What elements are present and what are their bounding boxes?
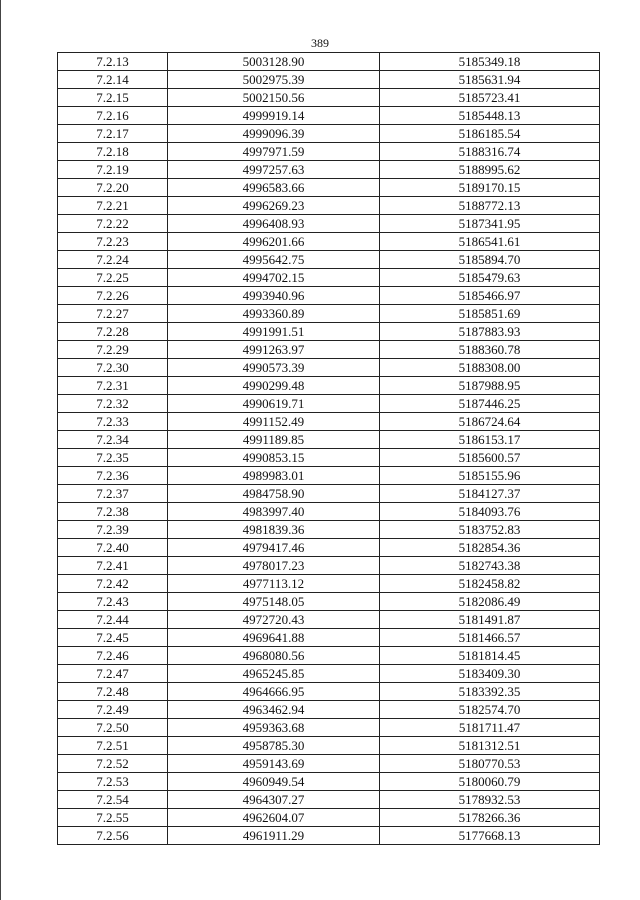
point-id-cell: 7.2.21 — [58, 197, 168, 215]
y-coordinate-cell: 5182574.70 — [380, 701, 600, 719]
table-row — [58, 773, 600, 791]
x-coordinate-cell: 4990299.48 — [168, 377, 380, 395]
table-row — [58, 287, 600, 305]
point-id-cell: 7.2.27 — [58, 305, 168, 323]
y-coordinate-cell: 5185723.41 — [380, 89, 600, 107]
table-row — [58, 683, 600, 701]
y-coordinate-cell: 5189170.15 — [380, 179, 600, 197]
table-row — [58, 701, 600, 719]
point-id-cell: 7.2.42 — [58, 575, 168, 593]
point-id-cell: 7.2.14 — [58, 71, 168, 89]
y-coordinate-cell: 5177668.13 — [380, 827, 600, 845]
table-row — [58, 125, 600, 143]
y-coordinate-cell: 5178266.36 — [380, 809, 600, 827]
table-row — [58, 449, 600, 467]
table-row — [58, 305, 600, 323]
point-id-cell: 7.2.24 — [58, 251, 168, 269]
table-row — [58, 557, 600, 575]
y-coordinate-cell: 5182743.38 — [380, 557, 600, 575]
point-id-cell: 7.2.43 — [58, 593, 168, 611]
point-id-cell: 7.2.28 — [58, 323, 168, 341]
table-row — [58, 71, 600, 89]
x-coordinate-cell: 4972720.43 — [168, 611, 380, 629]
table-row — [58, 269, 600, 287]
x-coordinate-cell: 4968080.56 — [168, 647, 380, 665]
point-id-cell: 7.2.51 — [58, 737, 168, 755]
y-coordinate-cell: 5181814.45 — [380, 647, 600, 665]
y-coordinate-cell: 5183752.83 — [380, 521, 600, 539]
x-coordinate-cell: 4990619.71 — [168, 395, 380, 413]
y-coordinate-cell: 5183392.35 — [380, 683, 600, 701]
y-coordinate-cell: 5185448.13 — [380, 107, 600, 125]
table-row — [58, 809, 600, 827]
y-coordinate-cell: 5185851.69 — [380, 305, 600, 323]
y-coordinate-cell: 5186185.54 — [380, 125, 600, 143]
point-id-cell: 7.2.34 — [58, 431, 168, 449]
x-coordinate-cell: 4999919.14 — [168, 107, 380, 125]
y-coordinate-cell: 5185894.70 — [380, 251, 600, 269]
x-coordinate-cell: 4965245.85 — [168, 665, 380, 683]
point-id-cell: 7.2.30 — [58, 359, 168, 377]
y-coordinate-cell: 5181491.87 — [380, 611, 600, 629]
point-id-cell: 7.2.15 — [58, 89, 168, 107]
point-id-cell: 7.2.19 — [58, 161, 168, 179]
table-row — [58, 413, 600, 431]
x-coordinate-cell: 4969641.88 — [168, 629, 380, 647]
x-coordinate-cell: 4991189.85 — [168, 431, 380, 449]
y-coordinate-cell: 5178932.53 — [380, 791, 600, 809]
y-coordinate-cell: 5182086.49 — [380, 593, 600, 611]
point-id-cell: 7.2.36 — [58, 467, 168, 485]
table-row — [58, 341, 600, 359]
point-id-cell: 7.2.37 — [58, 485, 168, 503]
y-coordinate-cell: 5183409.30 — [380, 665, 600, 683]
table-row — [58, 89, 600, 107]
table-row — [58, 53, 600, 71]
table-row — [58, 665, 600, 683]
table-row — [58, 377, 600, 395]
coordinates-table — [57, 52, 600, 845]
x-coordinate-cell: 4975148.05 — [168, 593, 380, 611]
point-id-cell: 7.2.44 — [58, 611, 168, 629]
x-coordinate-cell: 4996201.66 — [168, 233, 380, 251]
table-row — [58, 827, 600, 845]
x-coordinate-cell: 4978017.23 — [168, 557, 380, 575]
y-coordinate-cell: 5180060.79 — [380, 773, 600, 791]
table-row — [58, 539, 600, 557]
point-id-cell: 7.2.56 — [58, 827, 168, 845]
y-coordinate-cell: 5184093.76 — [380, 503, 600, 521]
point-id-cell: 7.2.38 — [58, 503, 168, 521]
point-id-cell: 7.2.50 — [58, 719, 168, 737]
table-row — [58, 215, 600, 233]
x-coordinate-cell: 5002975.39 — [168, 71, 380, 89]
point-id-cell: 7.2.48 — [58, 683, 168, 701]
y-coordinate-cell: 5188995.62 — [380, 161, 600, 179]
x-coordinate-cell: 4990853.15 — [168, 449, 380, 467]
point-id-cell: 7.2.23 — [58, 233, 168, 251]
y-coordinate-cell: 5188360.78 — [380, 341, 600, 359]
x-coordinate-cell: 4993360.89 — [168, 305, 380, 323]
y-coordinate-cell: 5188308.00 — [380, 359, 600, 377]
point-id-cell: 7.2.32 — [58, 395, 168, 413]
x-coordinate-cell: 4991152.49 — [168, 413, 380, 431]
y-coordinate-cell: 5182854.36 — [380, 539, 600, 557]
table-row — [58, 467, 600, 485]
y-coordinate-cell: 5181711.47 — [380, 719, 600, 737]
x-coordinate-cell: 4977113.12 — [168, 575, 380, 593]
x-coordinate-cell: 4963462.94 — [168, 701, 380, 719]
table-row — [58, 197, 600, 215]
y-coordinate-cell: 5182458.82 — [380, 575, 600, 593]
point-id-cell: 7.2.20 — [58, 179, 168, 197]
x-coordinate-cell: 4959363.68 — [168, 719, 380, 737]
table-row — [58, 593, 600, 611]
point-id-cell: 7.2.52 — [58, 755, 168, 773]
point-id-cell: 7.2.31 — [58, 377, 168, 395]
point-id-cell: 7.2.25 — [58, 269, 168, 287]
x-coordinate-cell: 4996269.23 — [168, 197, 380, 215]
x-coordinate-cell: 4979417.46 — [168, 539, 380, 557]
point-id-cell: 7.2.40 — [58, 539, 168, 557]
y-coordinate-cell: 5187988.95 — [380, 377, 600, 395]
point-id-cell: 7.2.13 — [58, 53, 168, 71]
x-coordinate-cell: 4990573.39 — [168, 359, 380, 377]
x-coordinate-cell: 4984758.90 — [168, 485, 380, 503]
point-id-cell: 7.2.55 — [58, 809, 168, 827]
y-coordinate-cell: 5186153.17 — [380, 431, 600, 449]
x-coordinate-cell: 4961911.29 — [168, 827, 380, 845]
y-coordinate-cell: 5185155.96 — [380, 467, 600, 485]
table-row — [58, 755, 600, 773]
page-left-edge-rule — [0, 0, 1, 900]
point-id-cell: 7.2.54 — [58, 791, 168, 809]
point-id-cell: 7.2.39 — [58, 521, 168, 539]
x-coordinate-cell: 4991263.97 — [168, 341, 380, 359]
table-row — [58, 107, 600, 125]
point-id-cell: 7.2.46 — [58, 647, 168, 665]
table-row — [58, 719, 600, 737]
point-id-cell: 7.2.49 — [58, 701, 168, 719]
table-row — [58, 647, 600, 665]
point-id-cell: 7.2.22 — [58, 215, 168, 233]
y-coordinate-cell: 5180770.53 — [380, 755, 600, 773]
x-coordinate-cell: 4991991.51 — [168, 323, 380, 341]
point-id-cell: 7.2.16 — [58, 107, 168, 125]
x-coordinate-cell: 4964307.27 — [168, 791, 380, 809]
y-coordinate-cell: 5187341.95 — [380, 215, 600, 233]
x-coordinate-cell: 4993940.96 — [168, 287, 380, 305]
point-id-cell: 7.2.17 — [58, 125, 168, 143]
y-coordinate-cell: 5188772.13 — [380, 197, 600, 215]
table-row — [58, 233, 600, 251]
x-coordinate-cell: 4996583.66 — [168, 179, 380, 197]
x-coordinate-cell: 4962604.07 — [168, 809, 380, 827]
table-row — [58, 485, 600, 503]
table-row — [58, 431, 600, 449]
table-row — [58, 737, 600, 755]
point-id-cell: 7.2.47 — [58, 665, 168, 683]
point-id-cell: 7.2.53 — [58, 773, 168, 791]
y-coordinate-cell: 5181466.57 — [380, 629, 600, 647]
y-coordinate-cell: 5186541.61 — [380, 233, 600, 251]
table-row — [58, 161, 600, 179]
table-row — [58, 521, 600, 539]
table-row — [58, 395, 600, 413]
x-coordinate-cell: 4958785.30 — [168, 737, 380, 755]
y-coordinate-cell: 5181312.51 — [380, 737, 600, 755]
table-row — [58, 629, 600, 647]
y-coordinate-cell: 5185631.94 — [380, 71, 600, 89]
y-coordinate-cell: 5187446.25 — [380, 395, 600, 413]
page-number: 389 — [311, 36, 329, 50]
y-coordinate-cell: 5184127.37 — [380, 485, 600, 503]
y-coordinate-cell: 5186724.64 — [380, 413, 600, 431]
point-id-cell: 7.2.26 — [58, 287, 168, 305]
y-coordinate-cell: 5185479.63 — [380, 269, 600, 287]
x-coordinate-cell: 4996408.93 — [168, 215, 380, 233]
y-coordinate-cell: 5188316.74 — [380, 143, 600, 161]
y-coordinate-cell: 5187883.93 — [380, 323, 600, 341]
x-coordinate-cell: 4999096.39 — [168, 125, 380, 143]
point-id-cell: 7.2.33 — [58, 413, 168, 431]
x-coordinate-cell: 4960949.54 — [168, 773, 380, 791]
point-id-cell: 7.2.18 — [58, 143, 168, 161]
point-id-cell: 7.2.35 — [58, 449, 168, 467]
coordinates-table-body — [58, 53, 600, 845]
table-row — [58, 359, 600, 377]
table-row — [58, 143, 600, 161]
x-coordinate-cell: 4983997.40 — [168, 503, 380, 521]
x-coordinate-cell: 4981839.36 — [168, 521, 380, 539]
table-row — [58, 179, 600, 197]
x-coordinate-cell: 4964666.95 — [168, 683, 380, 701]
y-coordinate-cell: 5185466.97 — [380, 287, 600, 305]
table-row — [58, 611, 600, 629]
y-coordinate-cell: 5185600.57 — [380, 449, 600, 467]
table-row — [58, 575, 600, 593]
x-coordinate-cell: 5003128.90 — [168, 53, 380, 71]
y-coordinate-cell: 5185349.18 — [380, 53, 600, 71]
x-coordinate-cell: 4995642.75 — [168, 251, 380, 269]
x-coordinate-cell: 5002150.56 — [168, 89, 380, 107]
x-coordinate-cell: 4997971.59 — [168, 143, 380, 161]
table-row — [58, 251, 600, 269]
table-row — [58, 323, 600, 341]
table-row — [58, 791, 600, 809]
x-coordinate-cell: 4989983.01 — [168, 467, 380, 485]
x-coordinate-cell: 4997257.63 — [168, 161, 380, 179]
point-id-cell: 7.2.29 — [58, 341, 168, 359]
table-row — [58, 503, 600, 521]
x-coordinate-cell: 4959143.69 — [168, 755, 380, 773]
point-id-cell: 7.2.41 — [58, 557, 168, 575]
x-coordinate-cell: 4994702.15 — [168, 269, 380, 287]
point-id-cell: 7.2.45 — [58, 629, 168, 647]
